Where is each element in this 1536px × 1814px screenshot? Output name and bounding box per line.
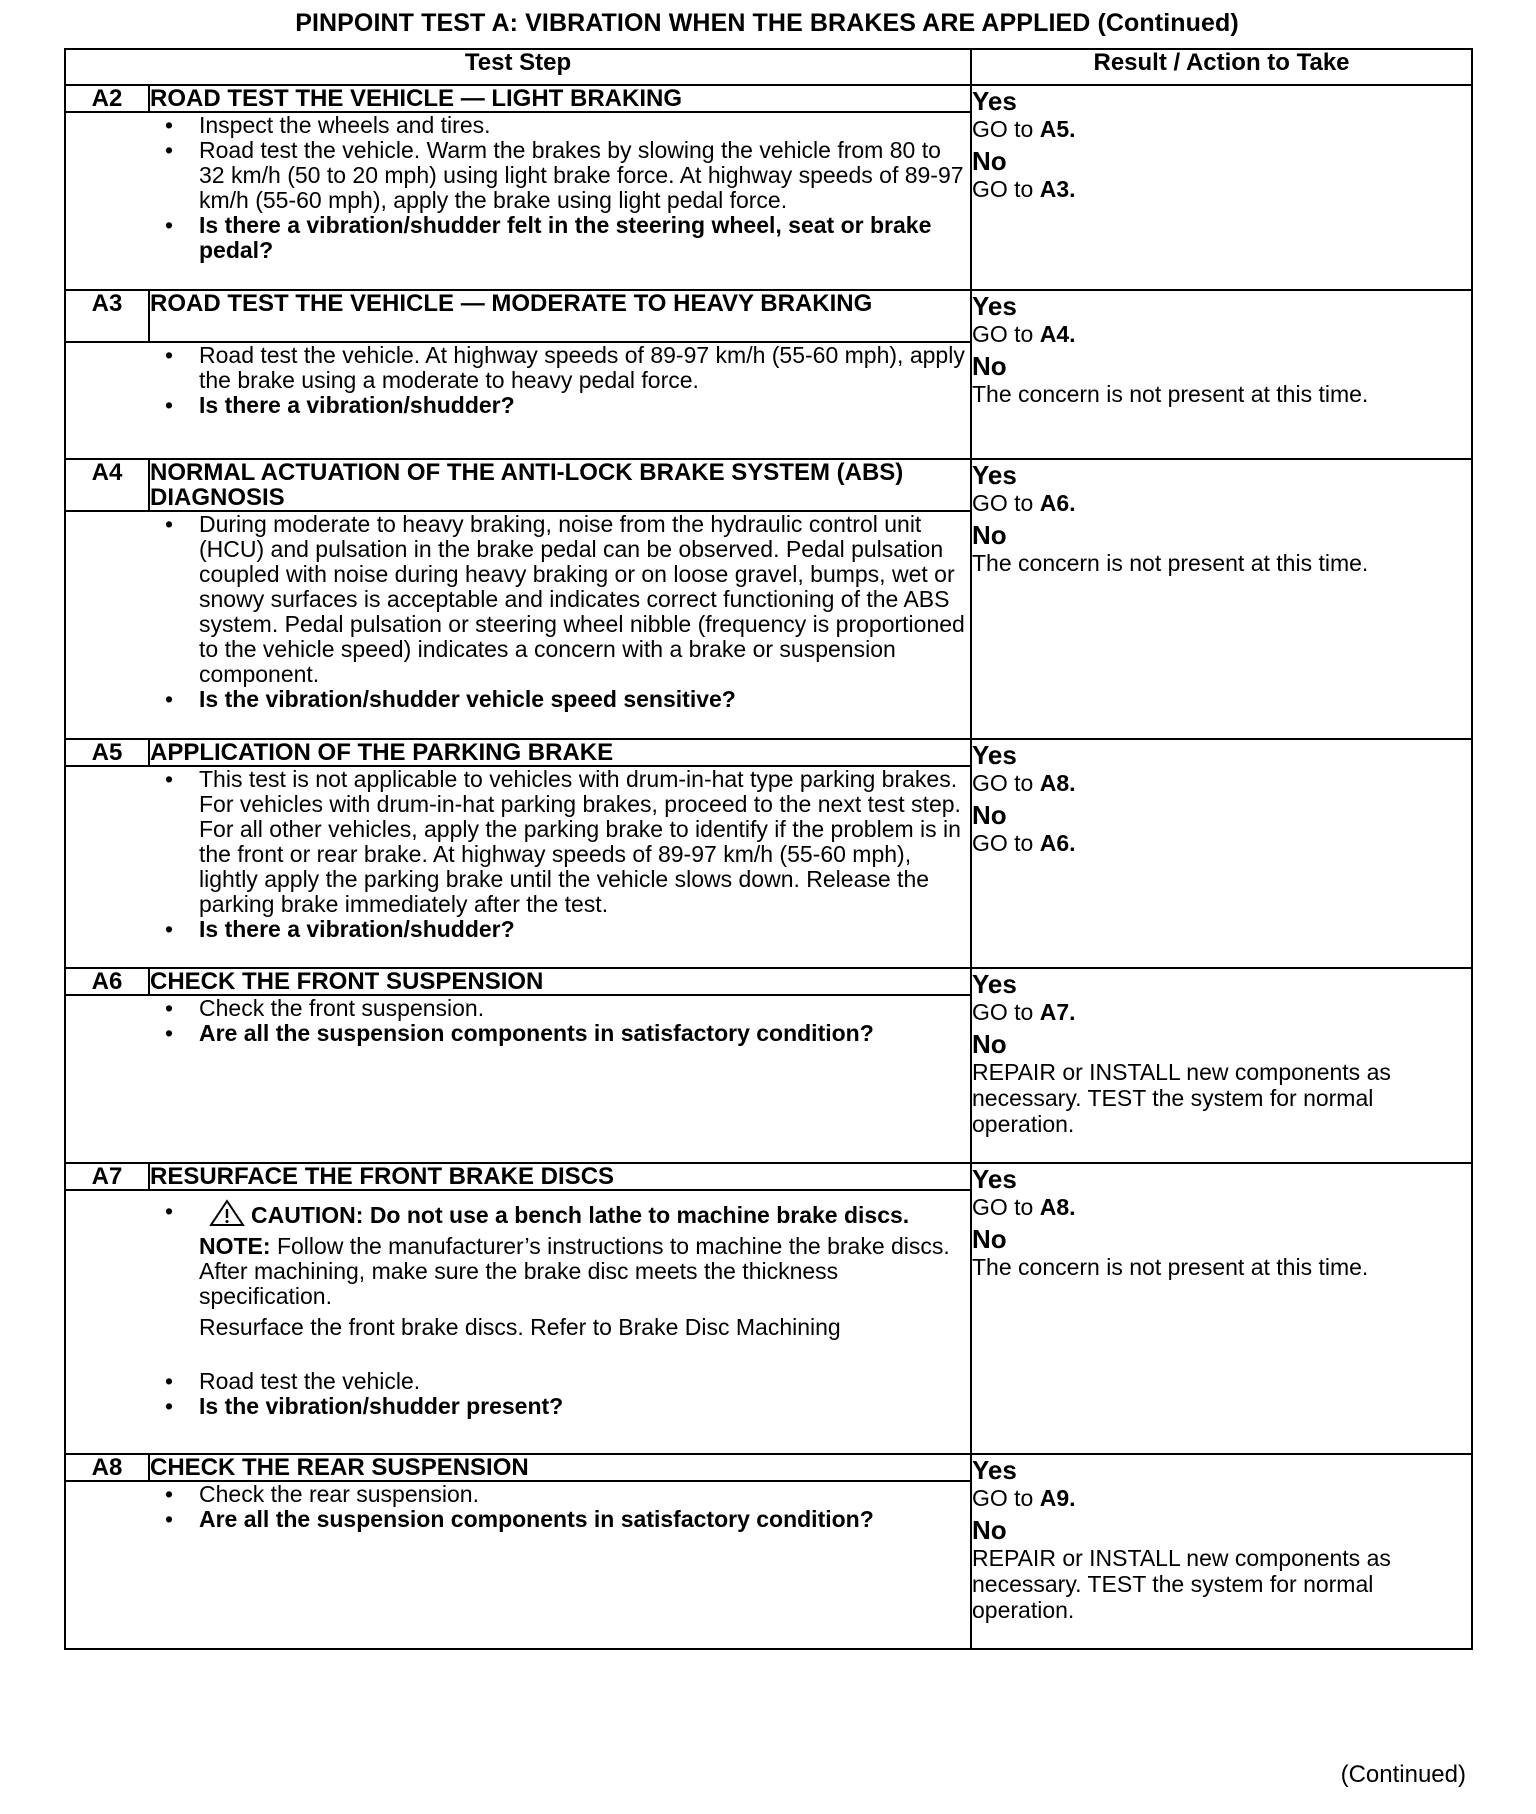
- step-row-a8: [65, 1454, 1472, 1481]
- step-body: [65, 766, 971, 968]
- column-header-test-step: Test Step: [65, 49, 971, 85]
- step-bullet: • Road test the vehicle.: [66, 1369, 970, 1394]
- step-title: CHECK THE REAR SUSPENSION: [149, 1454, 971, 1481]
- result-yes-target: A8.: [1039, 770, 1076, 796]
- step-title: CHECK THE FRONT SUSPENSION: [149, 968, 971, 995]
- step-bullet: • During moderate to heavy braking, noise from the hydraulic control unit (HCU) and pulsation in the brake pedal can be observed. Pedal pulsation coupled with noise during heavy braking or on loose gravel, bumps, wet or snowy surfaces is acceptable and indicates correct functioning of the ABS system. Pedal pulsation or steering wheel nibble (frequency is proportioned to the vehicle speed) indicates a concern with a brake or suspension component.: [66, 512, 970, 687]
- note-label: NOTE:: [199, 1233, 271, 1259]
- step-title: ROAD TEST THE VEHICLE — MODERATE TO HEAVY BRAKING: [149, 290, 971, 342]
- step-bullet: • This test is not applicable to vehicles with drum-in-hat type parking brakes. For vehicles with drum-in-hat parking brakes, proceed to the next test step. For all other vehicles, apply the parking brake to identify if the problem is in the front or rear brake. At highway speeds of 89-97 km/h (55-60 mph), lightly apply the parking brake until the vehicle slows down. Release the parking brake immediately after the test.: [66, 767, 970, 917]
- step-title: RESURFACE THE FRONT BRAKE DISCS: [149, 1163, 971, 1190]
- result-yes-label: Yes: [972, 291, 1017, 321]
- result-yes-label: Yes: [972, 1455, 1017, 1485]
- result-no-label: No: [972, 1515, 1007, 1545]
- step-row-a3: [65, 290, 1472, 342]
- step-row-a5: [65, 739, 1472, 766]
- result-no-action: GO to: [972, 176, 1040, 202]
- result-no-action: The concern is not present at this time.: [972, 1254, 1369, 1280]
- result-no-label: No: [972, 351, 1007, 381]
- result-yes-label: Yes: [972, 969, 1017, 999]
- result-no-action: GO to: [972, 830, 1040, 856]
- step-body: [65, 995, 971, 1163]
- continued-label: (Continued): [1340, 1761, 1466, 1788]
- step-body: [65, 342, 971, 459]
- step-question: • Are all the suspension components in satisfactory condition?: [66, 1507, 970, 1532]
- step-title: ROAD TEST THE VEHICLE — LIGHT BRAKING: [149, 85, 971, 112]
- step-body: [65, 1190, 971, 1454]
- table-header-row: [65, 49, 1472, 85]
- result-no-action: REPAIR or INSTALL new components as necessary. TEST the system for normal operation.: [972, 1059, 1391, 1137]
- result-no-label: No: [972, 1224, 1007, 1254]
- step-bullet: • Check the front suspension.: [66, 996, 970, 1021]
- step-body: [65, 112, 971, 290]
- result-yes-action: GO to: [972, 116, 1040, 142]
- result-yes-target: A4.: [1039, 321, 1076, 347]
- step-result: [971, 1163, 1472, 1454]
- result-yes-action: GO to: [972, 1485, 1040, 1511]
- step-title: NORMAL ACTUATION OF THE ANTI-LOCK BRAKE SYSTEM (ABS) DIAGNOSIS: [149, 459, 971, 511]
- step-result: [971, 290, 1472, 459]
- result-yes-target: A8.: [1039, 1194, 1076, 1220]
- step-bullet: • Inspect the wheels and tires.: [66, 113, 970, 138]
- result-no-label: No: [972, 520, 1007, 550]
- step-id: A2: [65, 85, 149, 112]
- step-question: • Is there a vibration/shudder?: [66, 917, 970, 942]
- step-body: [65, 511, 971, 739]
- warning-triangle-icon: [209, 1199, 245, 1232]
- result-yes-label: Yes: [972, 86, 1017, 116]
- result-no-action: REPAIR or INSTALL new components as necessary. TEST the system for normal operation.: [972, 1545, 1391, 1623]
- column-header-result: Result / Action to Take: [971, 49, 1472, 85]
- step-bullet: • Check the rear suspension.: [66, 1482, 970, 1507]
- result-yes-action: GO to: [972, 770, 1040, 796]
- step-row-a4: [65, 459, 1472, 511]
- step-id: A6: [65, 968, 149, 995]
- step-title: APPLICATION OF THE PARKING BRAKE: [149, 739, 971, 766]
- resurface-instruction: Resurface the front brake discs. Refer to Brake Disc Machining: [199, 1314, 841, 1340]
- step-id: A3: [65, 290, 149, 342]
- step-question: • Is the vibration/shudder vehicle speed sensitive?: [66, 687, 970, 712]
- result-yes-label: Yes: [972, 740, 1017, 770]
- result-no-label: No: [972, 1029, 1007, 1059]
- caution-text: CAUTION: Do not use a bench lathe to machine brake discs.: [251, 1202, 910, 1228]
- step-question: • Is there a vibration/shudder?: [66, 393, 970, 418]
- step-id: A8: [65, 1454, 149, 1481]
- result-no-target: A3.: [1039, 176, 1076, 202]
- step-result: [971, 459, 1472, 739]
- result-no-label: No: [972, 146, 1007, 176]
- note-body: Follow the manufacturer’s instructions to machine the brake discs. After machining, make sure the brake disc meets the thickness specification.: [199, 1233, 950, 1309]
- step-question: • Is there a vibration/shudder felt in the steering wheel, seat or brake pedal?: [66, 213, 970, 263]
- result-no-action: The concern is not present at this time.: [972, 550, 1369, 576]
- result-yes-action: GO to: [972, 1194, 1040, 1220]
- result-yes-target: A9.: [1039, 1485, 1076, 1511]
- step-row-a6: [65, 968, 1472, 995]
- step-id: A7: [65, 1163, 149, 1190]
- step-body: [65, 1481, 971, 1649]
- step-question: • Are all the suspension components in satisfactory condition?: [66, 1021, 970, 1046]
- step-result: [971, 85, 1472, 290]
- result-no-target: A6.: [1039, 830, 1076, 856]
- step-row-a2: [65, 85, 1472, 112]
- result-yes-label: Yes: [972, 1164, 1017, 1194]
- result-yes-action: GO to: [972, 999, 1040, 1025]
- step-question: • Is the vibration/shudder present?: [66, 1394, 970, 1419]
- page-title: PINPOINT TEST A: VIBRATION WHEN THE BRAKES ARE APPLIED (Continued): [295, 9, 1239, 37]
- result-yes-target: A7.: [1039, 999, 1076, 1025]
- result-yes-action: GO to: [972, 321, 1040, 347]
- step-id: A4: [65, 459, 149, 511]
- result-yes-action: GO to: [972, 490, 1040, 516]
- result-no-action: The concern is not present at this time.: [972, 381, 1369, 407]
- step-bullet: • Road test the vehicle. Warm the brakes by slowing the vehicle from 80 to 32 km/h (50 to 20 mph) using light brake force. At highway speeds of 89-97 km/h (55-60 mph), apply the brake using light pedal force.: [66, 138, 970, 213]
- step-row-a7: [65, 1163, 1472, 1190]
- caution-item: [66, 1199, 970, 1232]
- result-yes-target: A5.: [1039, 116, 1076, 142]
- step-id: A5: [65, 739, 149, 766]
- step-result: [971, 968, 1472, 1163]
- result-yes-target: A6.: [1039, 490, 1076, 516]
- step-bullet: • Road test the vehicle. At highway speeds of 89-97 km/h (55-60 mph), apply the brake using a moderate to heavy pedal force.: [66, 343, 970, 393]
- result-no-label: No: [972, 800, 1007, 830]
- result-yes-label: Yes: [972, 460, 1017, 490]
- pinpoint-test-table: [64, 48, 1473, 1650]
- note-text: [66, 1234, 970, 1309]
- step-result: [971, 1454, 1472, 1649]
- step-result: [971, 739, 1472, 968]
